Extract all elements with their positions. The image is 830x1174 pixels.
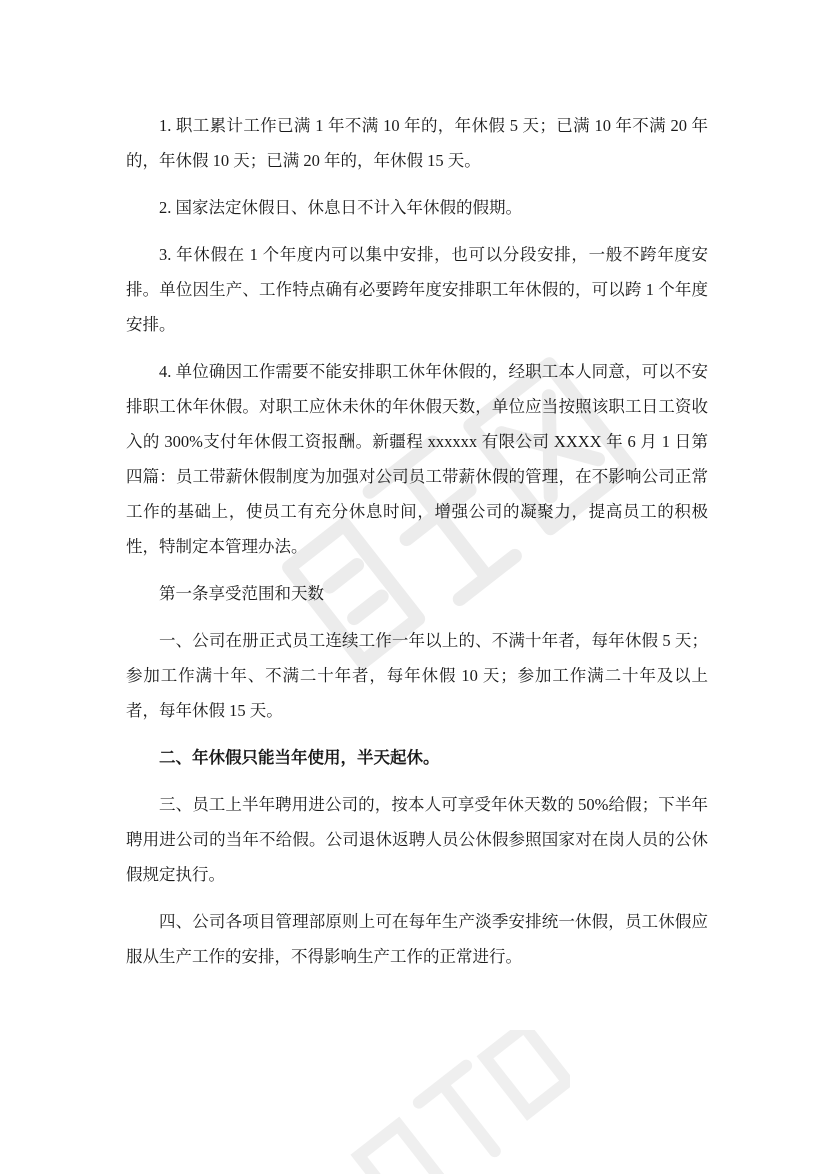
section-heading: 第一条享受范围和天数 bbox=[159, 584, 324, 603]
paragraph-9: 四、公司各项目管理部原则上可在每年生产淡季安排统一休假，员工休假应服从生产工作的安排，不得影响生产工作的正常进行。 bbox=[126, 912, 708, 966]
paragraph-6: 一、公司在册正式员工连续工作一年以上的、不满十年者，每年休假 5 天；参加工作满十年、不满二十年者，每年休假 10 天；参加工作满二十年及以上者，每年休假 15 天。 bbox=[126, 631, 708, 720]
paragraph-1: 1. 职工累计工作已满 1 年不满 10 年的，年休假 5 天；已满 10 年不满 20 年的，年休假 10 天；已满 20 年的，年休假 15 天。 bbox=[126, 116, 708, 170]
paragraph-7-bold: 二、年休假只能当年使用，半天起休。 bbox=[159, 748, 440, 767]
document-body bbox=[126, 108, 708, 986]
paragraph-2: 2. 国家法定休假日、休息日不计入年休假的假期。 bbox=[159, 198, 522, 217]
paragraph-4: 4. 单位确因工作需要不能安排职工休年休假的，经职工本人同意，可以不安排职工休年休假。对职工应休未休的年休假天数，单位应当按照该职工日工资收入的 300%支付年休假工资报酬。新疆程 xxxxxx 有限公司 XXXX 年 6 月 1 日第四篇：员工带薪休假制度为加强对公司员工带薪休假的管理，在不影响公司正常工作的基础上，使员工有充分休息时间，增强公司的凝聚力，提高员工的积极性，特制定本管理办法。 bbox=[126, 362, 708, 556]
watermark-logo-icon-bottom bbox=[330, 1030, 570, 1174]
paragraph-3: 3. 年休假在 1 个年度内可以集中安排，也可以分段安排，一般不跨年度安排。单位因生产、工作特点确有必要跨年度安排职工年休假的，可以跨 1 个年度安排。 bbox=[126, 245, 708, 334]
paragraph-8: 三、员工上半年聘用进公司的，按本人可享受年休天数的 50%给假；下半年聘用进公司的当年不给假。公司退休返聘人员公休假参照国家对在岗人员的公休假规定执行。 bbox=[126, 795, 708, 884]
